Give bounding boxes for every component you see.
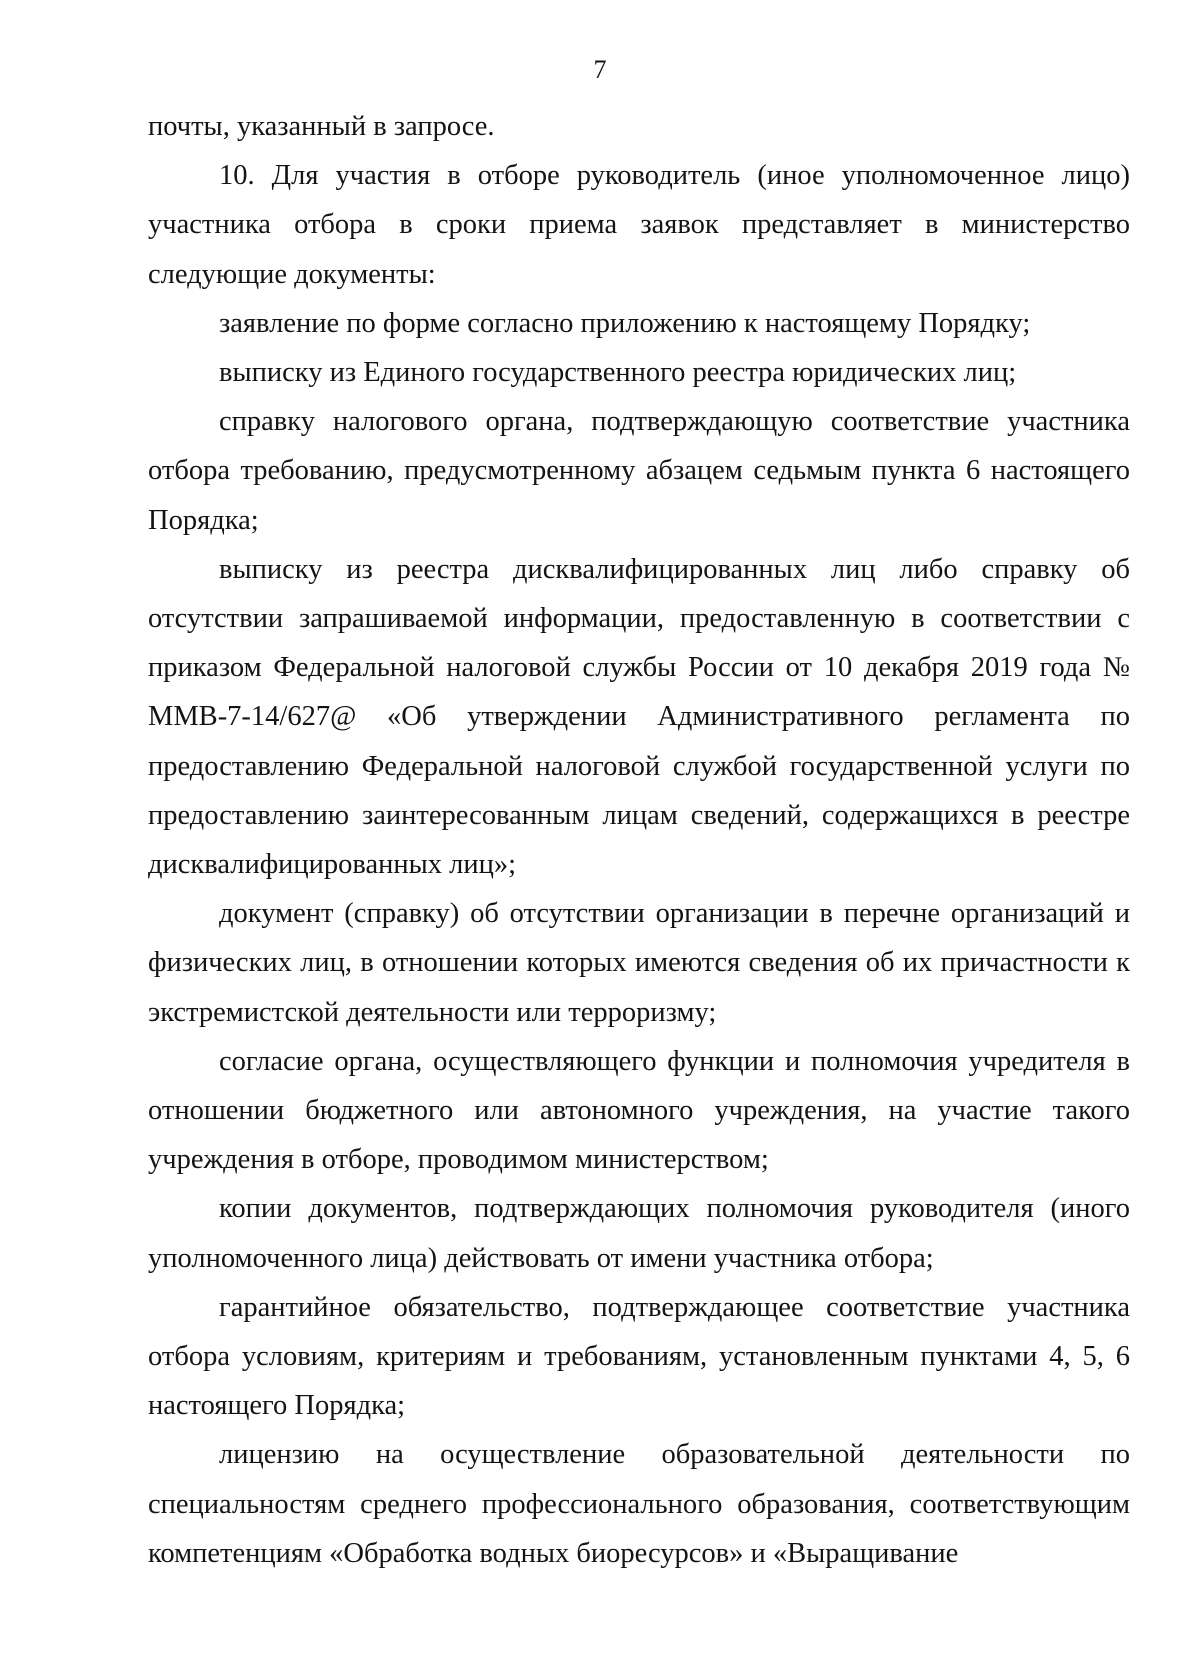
- paragraph-guarantee-obligation: гарантийное обязательство, подтверждающее соответствие участника отбора условиям, критериям и требованиям, установленным пунктами 4, 5, 6 настоящего Порядка;: [148, 1291, 1130, 1422]
- paragraph-egrul-extract: выписку из Единого государственного реестра юридических лиц;: [219, 357, 1017, 389]
- page-number: 7: [593, 55, 607, 84]
- paragraph-founder-consent: согласие органа, осуществляющего функции и полномочия учредителя в отношении бюджетного или автономного учреждения, на участие такого учреждения в отборе, проводимом министерством;: [148, 1045, 1130, 1176]
- paragraph-application-form: заявление по форме согласно приложению к настоящему Порядку;: [219, 307, 1031, 339]
- paragraph-tax-certificate: справку налогового органа, подтверждающую соответствие участника отбора требованию, предусмотренному абзацем седьмым пункта 6 настоящего Порядка;: [148, 406, 1130, 536]
- paragraph-extremism-certificate: документ (справку) об отсутствии организации в перечне организаций и физических лиц, в отношении которых имеются сведения об их причастности к экстремистской деятельности или терроризму;: [148, 898, 1130, 1028]
- paragraph-authority-documents: копии документов, подтверждающих полномочия руководителя (иного уполномоченного лица) действовать от имени участника отбора;: [148, 1193, 1130, 1274]
- paragraph-continuation: почты, указанный в запросе.: [148, 111, 495, 142]
- paragraph-item-10: 10. Для участия в отборе руководитель (иное уполномоченное лицо) участника отбора в сроки приема заявок представляет в министерство следующие документы:: [148, 160, 1130, 290]
- paragraph-disqualified-registry: выписку из реестра дисквалифицированных лиц либо справку об отсутствии запрашиваемой информации, предоставленную в соответствии с приказом Федеральной налоговой службы России от 10 декабря 2019 года № ММВ-7-14/627@ «Об утверждении Административного регламента по предоставлению Федеральной налоговой службой государственной услуги по предоставлению заинтересованным лицам сведений, содержащихся в реестре дисквалифицированных лиц»;: [148, 553, 1130, 881]
- paragraph-education-license: лицензию на осуществление образовательной деятельности по специальностям среднего профессионального образования, соответствующим компетенциям «Обработка водных биоресурсов» и «Выращивание: [148, 1439, 1130, 1569]
- document-body: [148, 102, 1130, 1578]
